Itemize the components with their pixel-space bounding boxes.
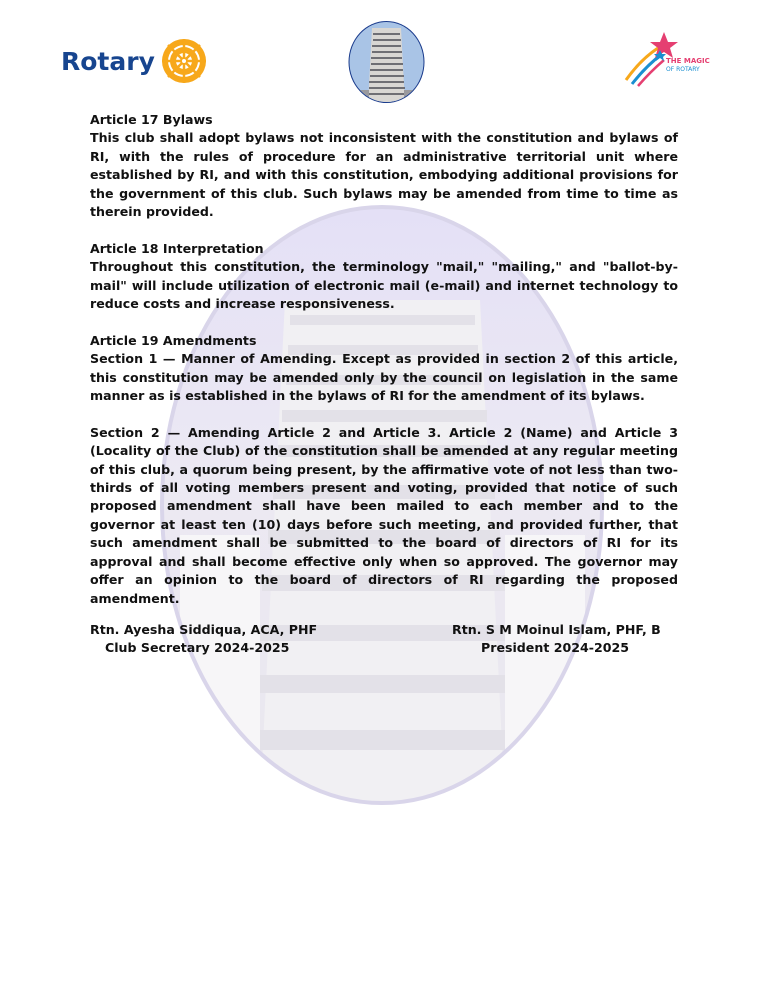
article-19-heading: Article 19 Amendments <box>90 332 257 348</box>
magic-logo-line1: THE MAGIC <box>666 57 710 65</box>
article-18-heading: Article 18 Interpretation <box>90 240 264 256</box>
article-17-paragraph: This club shall adopt bylaws not inconsistent with the constitution and bylaws of RI, with the rules of procedure for an administrative territorial unit where established by RI, and with this constitution, embodying additional provisions for the government of this club. Such bylaws may be amended from time to time as therein provided. <box>90 130 678 220</box>
article-19-section-1: Section 1 — Manner of Amending. Except as provided in section 2 of this article, this constitution may be amended only by the council on legislation in the same manner as is established in the bylaws of RI for the amendment of its bylaws. <box>90 351 678 404</box>
rotary-logo <box>61 37 208 85</box>
secretary-name: Rtn. Ayesha Siddiqua, ACA, PHF <box>90 622 318 637</box>
magic-logo-line2: OF ROTARY <box>666 66 700 73</box>
president-title: President 2024-2025 <box>481 640 630 655</box>
rotary-wheel-icon <box>160 37 208 85</box>
constitution-text <box>90 111 678 608</box>
president-name: Rtn. S M Moinul Islam, PHF, B <box>452 622 661 637</box>
article-18-paragraph: Throughout this constitution, the terminology "mail," "mailing," and "ballot-by-mail" will include utilization of electronic mail (e-mail) and internet technology to reduce costs and increase responsiveness. <box>90 259 678 312</box>
rotary-wordmark: Rotary <box>61 46 155 76</box>
article-19-section-2: Section 2 — Amending Article 2 and Article 3. Article 2 (Name) and Article 3 (Locality of the Club) of the constitution shall be amended at any regular meeting of this club, a quorum being present, by the affirmative vote of not less than two-thirds of all voting members present and voting, provided that notice of such proposed amendment shall have been mailed to each member and to the governor at least ten (10) days before such meeting, and provided further, that such amendment shall be submitted to the board of directors of RI for its approval and shall become effective only when so approved. The governor may offer an opinion to the board of directors of RI regarding the proposed amendment. <box>90 424 678 606</box>
club-building-badge <box>347 20 426 104</box>
secretary-title: Club Secretary 2024-2025 <box>105 640 290 655</box>
article-17-heading: Article 17 Bylaws <box>90 112 213 127</box>
